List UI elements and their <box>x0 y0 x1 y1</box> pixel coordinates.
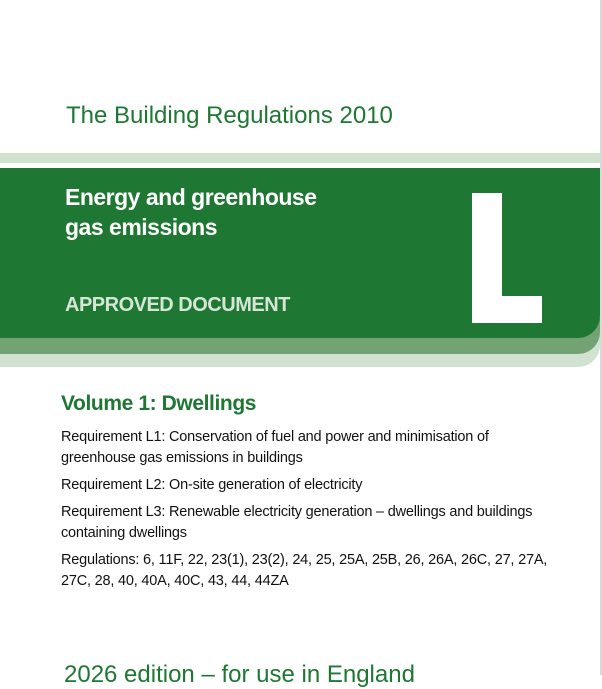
title-banner <box>0 168 600 338</box>
series-title: The Building Regulations 2010 <box>66 102 393 129</box>
document-title <box>65 182 317 242</box>
decorative-stripe <box>0 153 600 163</box>
volume-heading: Volume 1: Dwellings <box>61 392 257 415</box>
regulations-item: Regulations: 6, 11F, 22, 23(1), 23(2), 24, 25, 25A, 25B, 26, 26A, 26C, 27, 27A, 27C, 28, 40, 40A, 40C, 43, 44, 44ZA <box>61 552 548 589</box>
part-letter-logo <box>472 193 542 323</box>
title-line: Energy and greenhouse <box>65 184 317 210</box>
requirements-list <box>61 427 561 598</box>
edition-label: 2026 edition – for use in England <box>64 661 415 688</box>
title-line: gas emissions <box>65 214 218 240</box>
requirement-item: Requirement L3: Renewable electricity generation – dwellings and buildings containing dwellings <box>61 504 533 541</box>
approved-document-label: APPROVED DOCUMENT <box>65 294 290 316</box>
requirement-item: Requirement L1: Conservation of fuel and power and minimisation of greenhouse gas emissions in buildings <box>61 429 489 466</box>
requirement-item: Requirement L2: On-site generation of electricity <box>61 477 363 493</box>
